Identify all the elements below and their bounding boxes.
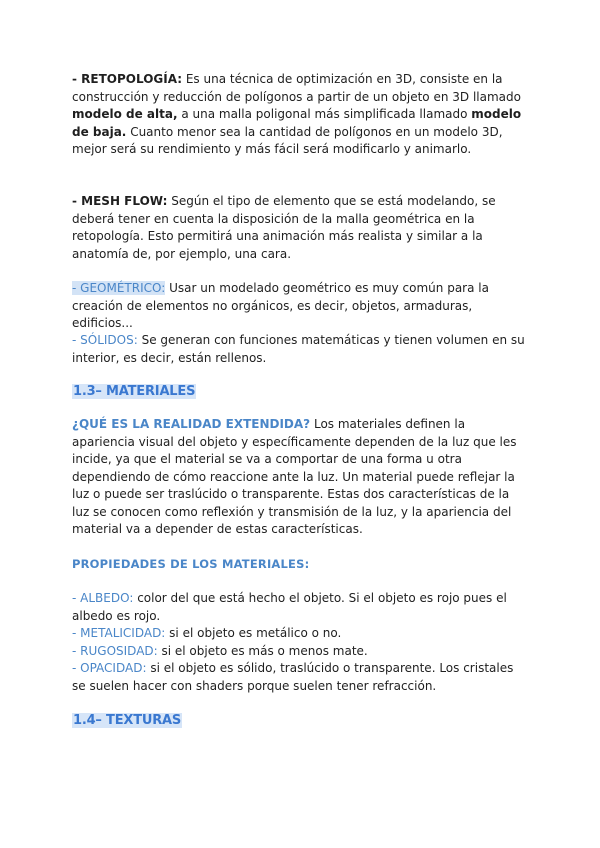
metalicidad-text: si el objeto es metálico o no. — [165, 626, 342, 640]
paragraph-geometrico — [72, 280, 528, 333]
meshflow-text: Según el tipo de elemento que se está modelando, se deberá tener en cuenta la disposición de la malla geométrica en la retopología. Esto permitirá una animación más realista y similar a la anatomía de, por ejemplo, una cara. — [72, 194, 496, 261]
term-geometrico: - GEOMÉTRICO: — [72, 281, 166, 295]
term-opacidad: - OPACIDAD: — [72, 661, 147, 675]
term-metalicidad: - METALICIDAD: — [72, 626, 166, 640]
list-item — [72, 660, 528, 695]
opacidad-text: si el objeto es sólido, traslúcido o transparente. Los cristales se suelen hacer con shaders porque suelen tener refracción. — [72, 661, 514, 693]
retopologia-text-2: a una malla poligonal más simplificada llamado — [177, 107, 472, 121]
albedo-text: color del que está hecho el objeto. Si el objeto es rojo pues el albedo es rojo. — [72, 591, 507, 623]
term-meshflow: - MESH FLOW: — [72, 194, 168, 208]
list-item — [72, 590, 528, 625]
paragraph-retopologia — [72, 71, 528, 159]
retopologia-bold-2: modelo de baja. — [72, 107, 522, 139]
retopologia-text-1: Es una técnica de optimización en 3D, consiste en la construcción y reducción de polígonos a partir de un objeto en 3D llamado — [72, 72, 521, 104]
retopologia-text-3: Cuanto menor sea la cantidad de polígonos en un modelo 3D, mejor será su rendimiento y más fácil será modificarlo y animarlo. — [72, 124, 503, 156]
geometrico-text: Usar un modelado geométrico es muy común para la creación de elementos no orgánicos, es decir, objetos, armaduras, edificios... — [72, 281, 489, 330]
paragraph-solidos — [72, 332, 528, 367]
retopologia-bold-1: modelo de alta, — [72, 107, 178, 121]
list-item — [72, 643, 528, 661]
paragraph-meshflow — [72, 193, 528, 263]
solidos-text: Se generan con funciones matemáticas y tienen volumen en su interior, es decir, están rellenos. — [72, 333, 525, 365]
rugosidad-text: si el objeto es más o menos mate. — [157, 643, 368, 658]
list-item — [72, 625, 528, 643]
paragraph-realidad-extendida — [72, 416, 528, 539]
realidad-text: Los materiales definen la apariencia visual del objeto y específicamente dependen de la luz que les incide, ya que el material se va a comportar de una forma u otra dependiendo de cómo reaccione ante la luz. Un material puede reflejar la luz o puede ser traslúcido o transparente. Estas dos características de la luz se conocen como reflexión y transmisión de la luz, y la apariencia del material va a depender de estas características. — [72, 417, 517, 536]
list-propiedades — [72, 590, 528, 695]
term-solidos: - SÓLIDOS: — [72, 333, 138, 347]
term-realidad-extendida: ¿QUÉ ES LA REALIDAD EXTENDIDA? — [72, 417, 311, 431]
heading-texturas: 1.4– TEXTURAS — [73, 713, 182, 728]
term-albedo: - ALBEDO: — [72, 591, 134, 605]
term-rugosidad: - RUGOSIDAD: — [72, 643, 158, 658]
heading-propiedades: PROPIEDADES DE LOS MATERIALES: — [72, 557, 310, 571]
heading-materiales: 1.3– MATERIALES — [73, 384, 196, 399]
term-retopologia: - RETOPOLOGÍA: — [72, 72, 183, 86]
